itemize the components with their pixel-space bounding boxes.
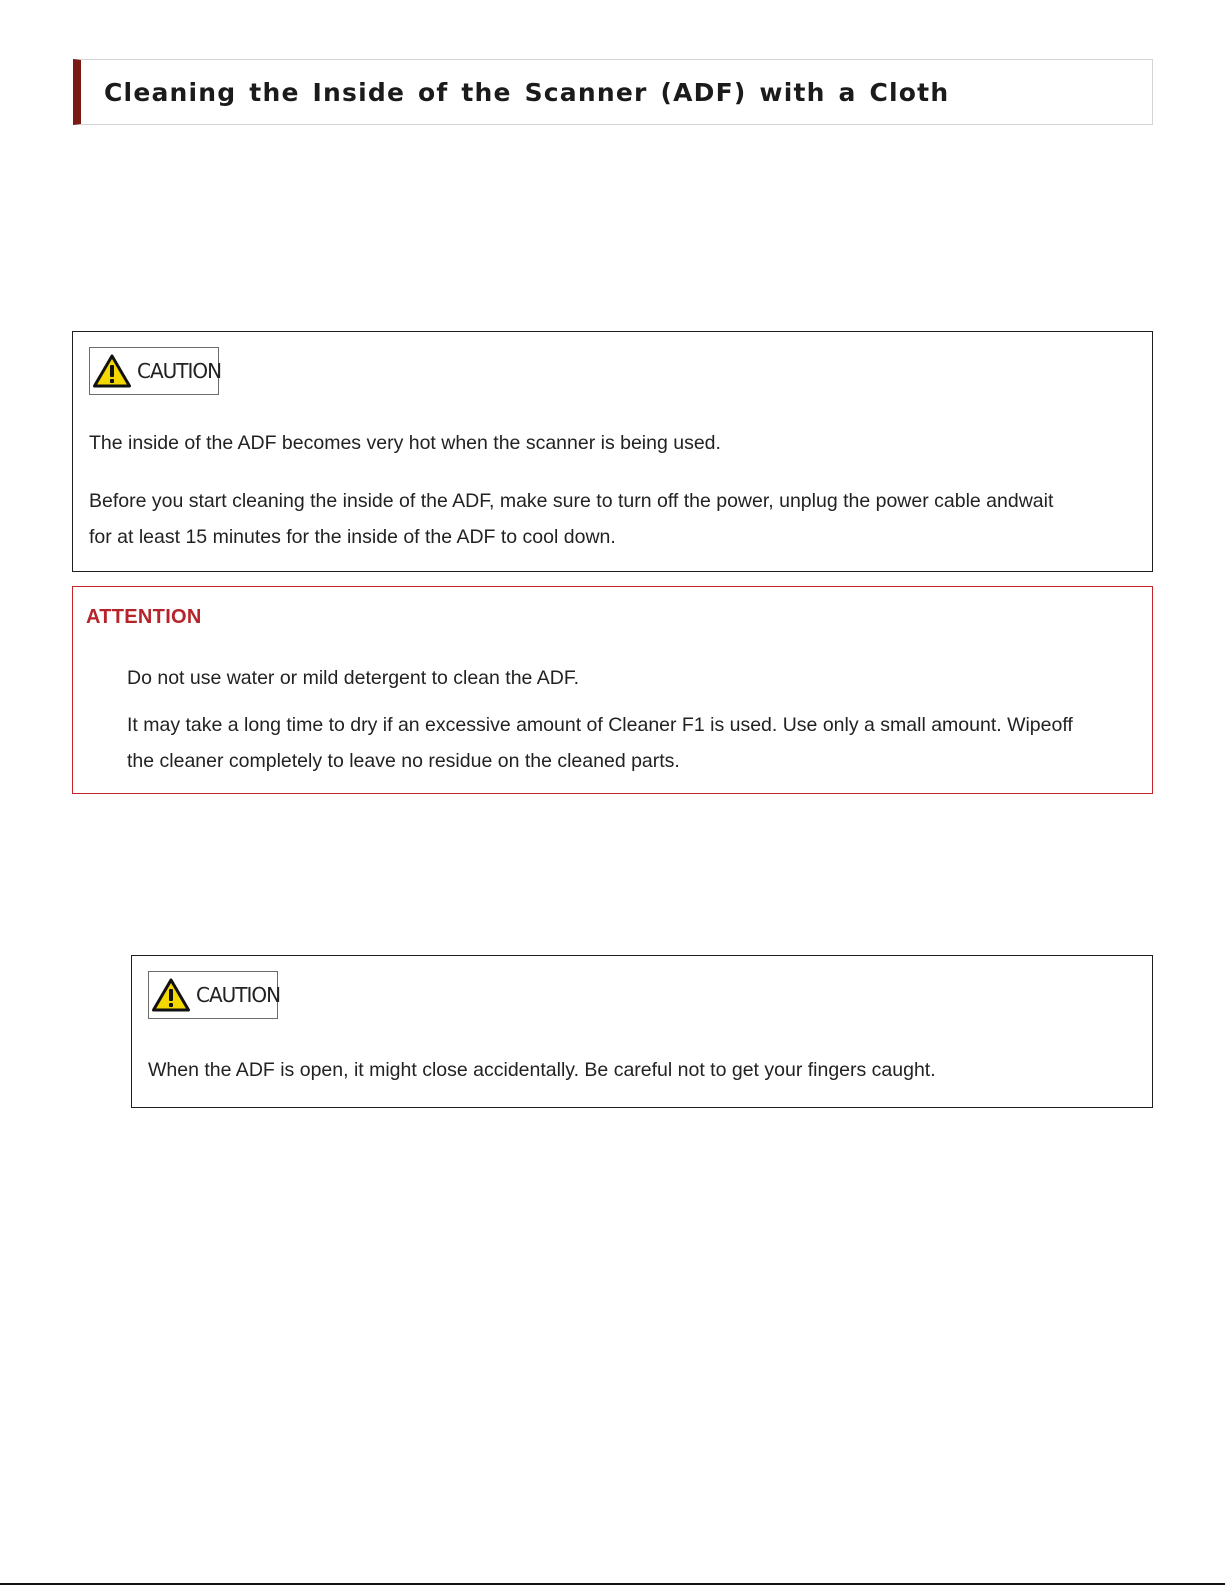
caution-text: for at least 15 minutes for the inside of the ADF to cool down. (89, 526, 616, 548)
attention-box (72, 586, 1153, 794)
caution-box (131, 955, 1153, 1108)
section-title-bar (73, 59, 1153, 125)
attention-text: It may take a long time to dry if an excessive amount of Cleaner F1 is used. Use only a small amount. Wipeoff (127, 714, 1073, 736)
attention-text: Do not use water or mild detergent to clean the ADF. (127, 667, 579, 689)
page-title: Cleaning the Inside of the Scanner (ADF) with a Cloth (104, 78, 950, 107)
attention-heading: ATTENTION (86, 606, 202, 628)
caution-text: When the ADF is open, it might close accidentally. Be careful not to get your fingers caught. (148, 1059, 936, 1081)
caution-text: The inside of the ADF becomes very hot when the scanner is being used. (89, 432, 721, 454)
caution-badge (89, 347, 222, 395)
attention-text: the cleaner completely to leave no residue on the cleaned parts. (127, 750, 680, 772)
caution-label: CAUTION (137, 359, 222, 383)
caution-label: CAUTION (196, 983, 281, 1007)
caution-badge (148, 971, 281, 1019)
warning-triangle-icon (152, 978, 190, 1012)
caution-text: Before you start cleaning the inside of the ADF, make sure to turn off the power, unplug the power cable andwait (89, 490, 1054, 512)
caution-box (72, 331, 1153, 572)
warning-triangle-icon (93, 354, 131, 388)
